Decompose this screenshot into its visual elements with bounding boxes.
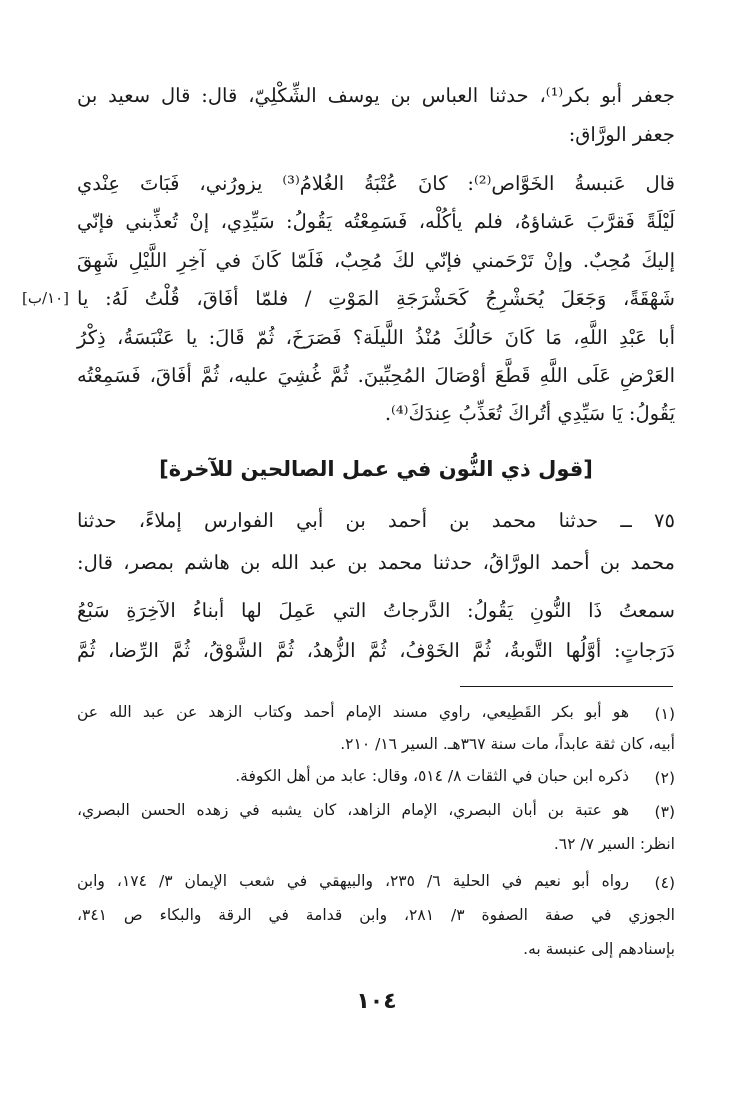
footnote-1-line-2: أبيه، كان ثقة عابداً، مات سنة ٣٦٧هـ. السير ١٦/ ٢١٠. <box>340 735 675 753</box>
body-line-2: جعفر الورَّاق: <box>568 123 675 146</box>
footnote-2-line-1: ذكره ابن حبان في الثقات ٨/ ٥١٤، وقال: عابد من أهل الكوفة. <box>235 767 629 785</box>
footnote-3-line-1: هو عتبة بن أبان البصري، الإمام الزاهد، كان يشبه في زهده الحسن البصري، <box>77 801 629 819</box>
folio-margin-note: [١٠/ب] <box>22 289 70 307</box>
body-line-8: العَرْضِ عَلَى اللَّهِ قَطَّعَ أوْصَالَ المُحِبِّينَ. ثُمَّ غُشِيَ عليه، ثُمَّ أفَاقَ، فَسَمِعْتُه <box>77 364 675 387</box>
body-line-13: دَرَجاتٍ: أوَّلُها التَّوبةُ، ثُمَّ الخَوْفُ، ثُمَّ الزُّهدُ، ثُمَّ الشَّوْقُ، ثُمَّ الرِّضا، ثُمَّ <box>77 639 675 662</box>
body-line-5: إليكَ مُحِبٌ. وإنْ تَرْحَمني فإنّي لكَ مُحِبٌ، فَلَمّا كَانَ في آخِرِ اللَّيْلِ شَهِقَ <box>77 249 675 272</box>
page-number: ١٠٤ <box>356 989 397 1014</box>
footnote-2-number: (٢) <box>654 769 675 787</box>
body-line-4: لَيْلَةً فَقرَّبَ عَشاؤهُ، فلم يأكُلْه، فَسَمِعْتُه يَقُولُ: سَيِّدِي، إنْ تُعذِّبني فإنّي <box>77 210 675 233</box>
body-line-3: قال عَنبسةُ الخَوَّاص⁽²⁾: كانَ عُتْبَةُ الغُلامُ⁽³⁾ يزورُني، فَبَاتَ عِنْدي <box>77 172 675 195</box>
footnote-3-line-2: انظر: السير ٧/ ٦٢. <box>553 835 675 853</box>
body-line-6: شَهْقَةً، وَجَعَلَ يُحَشْرِجُ كَحَشْرَجَةِ المَوْتِ / فلمّا أفَاقَ، قُلْتُ لَهُ: يا <box>77 287 675 310</box>
body-line-10: ٧٥ ــ حدثنا محمد بن أحمد بن أبي الفوارس إملاءً، حدثنا <box>77 509 675 532</box>
section-heading: [قول ذي النُّون في عمل الصالحين للآخرة] <box>159 457 593 481</box>
body-line-9: يَقُولُ: يَا سَيِّدِي أتُراكَ تُعَذِّبُ عِندَكَ⁽⁴⁾. <box>384 402 675 425</box>
footnote-1-line-1: هو أبو بكر القَطِيعي، راوي مسند الإمام أحمد وكتاب الزهد عن عبد الله عن <box>77 703 629 721</box>
footnote-3-number: (٣) <box>654 803 675 821</box>
body-line-12: سمعتُ ذَا النُّونِ يَقُولُ: الدَّرجاتُ التي عَمِلَ لها أبناءُ الآخِرَةِ سَبْعُ <box>77 599 675 622</box>
footnote-4-line-1: رواه أبو نعيم في الحلية ٦/ ٢٣٥، والبيهقي في شعب الإيمان ٣/ ١٧٤، وابن <box>77 872 629 890</box>
footnote-1-number: (١) <box>654 705 675 723</box>
footnote-rule <box>460 686 673 687</box>
footnote-4-line-3: بإسنادهم إلى عنبسة به. <box>523 940 675 958</box>
footnote-4-number: (٤) <box>654 874 675 892</box>
footnote-4-line-2: الجوزي في صفة الصفوة ٣/ ٢٨١، وابن قدامة في الرقة والبكاء ص ٣٤١، <box>77 906 675 924</box>
body-line-7: أبا عَبْدِ اللَّهِ، مَا كَانَ حَالُكَ مُنْذُ اللَّيلَة؟ فَصَرَخَ، ثُمّ قَالَ: يا عَنْبَسَةُ، ذِكْرُ <box>77 326 675 349</box>
body-line-1: جعفر أبو بكر⁽¹⁾، حدثنا العباس بن يوسف الشِّكْلِيّ، قال: قال سعيد بن <box>77 84 675 107</box>
body-line-11: محمد بن أحمد الورَّاقُ، حدثنا محمد بن عبد الله بن هاشم بمصر، قال: <box>77 551 675 574</box>
